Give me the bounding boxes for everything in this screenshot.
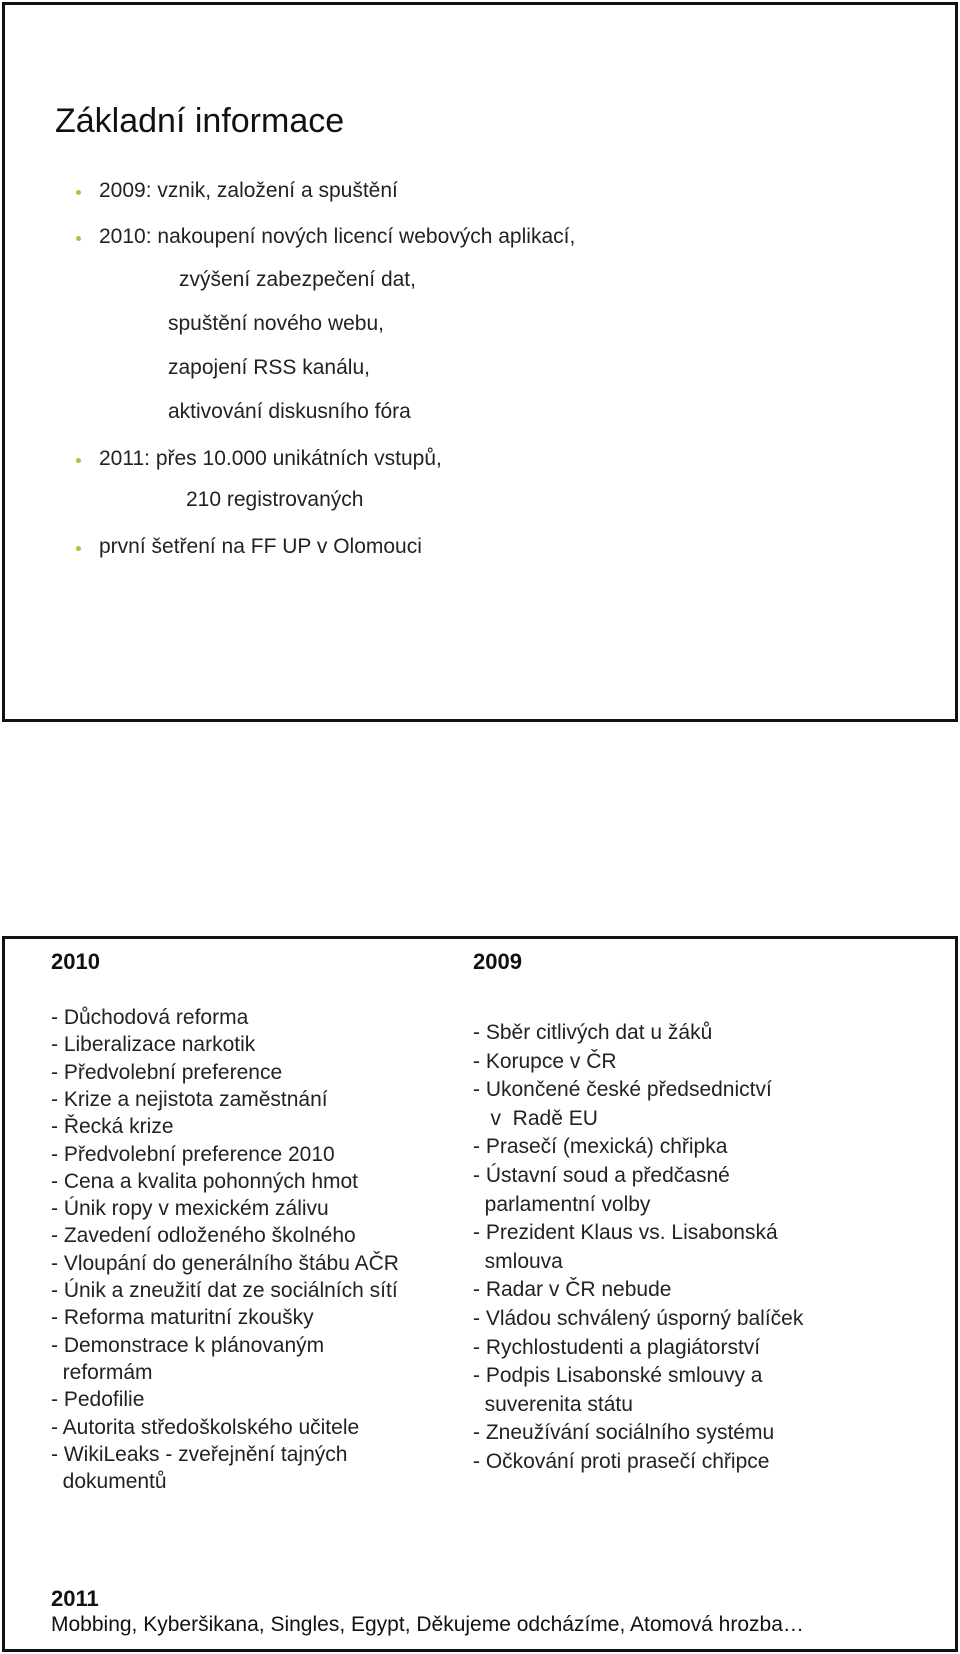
info-line: aktivování diskusního fóra [168,400,411,423]
info-line: zapojení RSS kanálu, [168,356,370,379]
topic-item: - Sběr citlivých dat u žáků [473,1021,713,1044]
info-line: zvýšení zabezpečení dat, [179,268,416,291]
year-heading-2011: 2011 [51,1586,99,1611]
topic-item: - Ukončené české předsednictví [473,1078,772,1102]
topic-item: - Rychlostudenti a plagiátorství [473,1335,761,1359]
info-line: 2009: vznik, založení a spuštění [99,179,398,202]
year-heading-2009: 2009 [473,949,522,974]
topic-item: - Demonstrace k plánovaným [51,1333,325,1357]
topic-item: - Vládou schválený úsporný balíček [473,1307,804,1330]
topic-item: - Cena a kvalita pohonných hmot [51,1169,359,1193]
topic-item: - Ústavní soud a předčasné [473,1164,730,1187]
info-line: 2010: nakoupení nových licencí webových aplikací, [99,225,576,248]
topic-item: - Liberalizace narkotik [51,1033,256,1057]
info-line: 2011: přes 10.000 unikátních vstupů, [99,447,442,470]
topics-2011-text: Mobbing, Kyberšikana, Singles, Egypt, Děkujeme odcházíme, Atomová hrozba… [51,1613,804,1636]
topic-item: - Předvolební preference [51,1060,283,1084]
info-line: 210 registrovaných [186,488,364,511]
topic-item: - Korupce v ČR [473,1049,617,1073]
topic-item: - Reforma maturitní zkoušky [51,1306,314,1330]
topic-item: - WikiLeaks - zveřejnění tajných [51,1442,348,1466]
topic-item: reformám [51,1360,153,1384]
topic-item: - Podpis Lisabonské smlouvy a [473,1364,763,1388]
bullet-icon [76,458,81,463]
topic-item: smlouva [473,1249,563,1273]
topic-item: - Autorita středoškolského učitele [51,1415,360,1439]
topic-item: dokumentů [51,1470,167,1494]
topic-item: - Krize a nejistota zaměstnání [51,1087,328,1111]
topic-item: - Očkování proti prasečí chřipce [473,1450,770,1473]
topic-item: - Vloupání do generálního štábu AČR [51,1251,399,1275]
bullet-icon [76,236,81,241]
bullet-icon [76,190,81,195]
topic-item: v Radě EU [473,1106,598,1130]
bullet-icon [76,546,81,551]
topic-item: - Únik ropy v mexickém zálivu [51,1197,329,1221]
topic-item: - Zneužívání sociálního systému [473,1421,775,1445]
topic-item: - Předvolební preference 2010 [51,1142,335,1166]
topic-item: - Únik a zneužití dat ze sociálních sítí [51,1279,398,1302]
topic-item: suverenita státu [473,1392,633,1416]
topic-item: parlamentní volby [473,1192,651,1216]
topic-item: - Prezident Klaus vs. Lisabonská [473,1221,778,1245]
info-line: spuštění nového webu, [168,312,384,335]
topic-item: - Důchodová reforma [51,1006,249,1029]
slide-title: Základní informace [55,102,345,140]
topic-item: - Řecká krize [51,1115,174,1139]
topic-item: - Radar v ČR nebude [473,1278,672,1302]
topic-item: - Pedofilie [51,1388,145,1412]
topic-item: - Prasečí (mexická) chřipka [473,1135,728,1159]
year-heading-2010: 2010 [51,949,100,974]
topic-item: - Zavedení odloženého školného [51,1224,356,1248]
info-line: první šetření na FF UP v Olomouci [99,535,422,558]
